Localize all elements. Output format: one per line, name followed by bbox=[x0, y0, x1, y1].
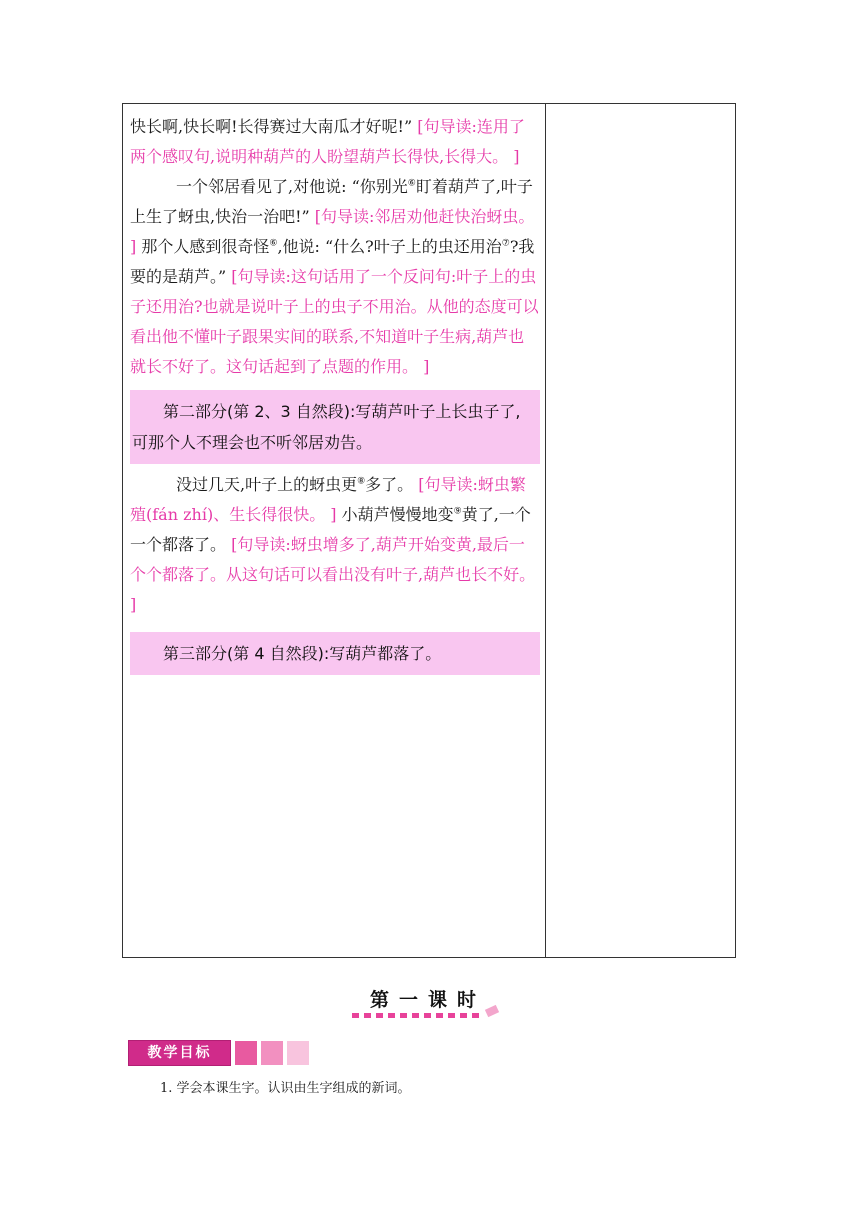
para-1-text: 快长啊,快长啊!长得赛过大南瓜才好呢!” bbox=[130, 117, 413, 136]
column-divider bbox=[545, 103, 546, 958]
objective-item-1: 1. 学会本课生字。认识由生字组成的新词。 bbox=[160, 1081, 411, 1096]
objectives-label: 教学目标 bbox=[128, 1040, 231, 1066]
annotation: [句导读:蚜虫增多了,葫芦开始变黄,最后一个个都落了。从这句话可以看出没有叶子,葫芦也长不好。 ] bbox=[130, 535, 536, 614]
para-2 bbox=[130, 172, 540, 382]
annotation: [句导读:邻居劝他赶快治蚜虫。 ] bbox=[130, 207, 535, 256]
text: ,他说: “什么?叶子上的虫还用治 bbox=[277, 237, 502, 256]
part-3-heading: 第三部分(第 4 自然段):写葫芦都落了。 bbox=[130, 632, 540, 675]
part-2-heading: 第二部分(第 2、3 自然段):写葫芦叶子上长虫子了,可那个人不理会也不听邻居劝告。 bbox=[130, 390, 540, 464]
text: 小葫芦慢慢地变 bbox=[341, 505, 454, 524]
text: ?我要的是葫芦。” bbox=[130, 237, 535, 286]
text: 那个人感到很奇怪 bbox=[141, 237, 270, 256]
text: 黄了,一个一个都落了。 bbox=[130, 505, 531, 554]
section-title-text: 第一课时 bbox=[369, 989, 486, 1011]
footnote-marker: ⑥ bbox=[407, 178, 416, 189]
decor-square bbox=[234, 1040, 258, 1066]
footnote-marker: ⑧ bbox=[357, 476, 366, 487]
footnote-marker: ⑨ bbox=[453, 506, 462, 517]
decor-square bbox=[286, 1040, 310, 1066]
footnote-marker: ⑥ bbox=[269, 238, 278, 249]
annotation: [句导读:这句话用了一个反问句:叶子上的虫子还用治?也就是说叶子上的虫子不用治。从他的态度可以看出他不懂叶子跟果实间的联系,不知道叶子生病,葫芦也就长不好了。这句话起到了点题的作用。 ] bbox=[130, 267, 539, 376]
section-title bbox=[348, 985, 508, 1019]
footnote-marker: ⑦ bbox=[501, 238, 510, 249]
decor-square bbox=[260, 1040, 284, 1066]
para-1 bbox=[130, 112, 540, 172]
dotted-ribbon-icon bbox=[348, 985, 508, 1019]
text: 一个邻居看见了,对他说: “你别光 bbox=[176, 177, 408, 196]
text: 没过几天,叶子上的蚜虫更 bbox=[176, 475, 358, 494]
text: 多了。 bbox=[365, 475, 414, 494]
text-column bbox=[130, 112, 540, 681]
annotation: [句导读:连用了两个感叹句,说明种葫芦的人盼望葫芦长得快,长得大。 ] bbox=[130, 117, 525, 166]
annotation: [句导读:蚜虫繁殖(fán zhí)、生长得很快。 ] bbox=[130, 475, 526, 524]
text: 盯着葫芦了,叶子上生了蚜虫,快治一治吧!” bbox=[130, 177, 533, 226]
para-3 bbox=[130, 470, 540, 620]
